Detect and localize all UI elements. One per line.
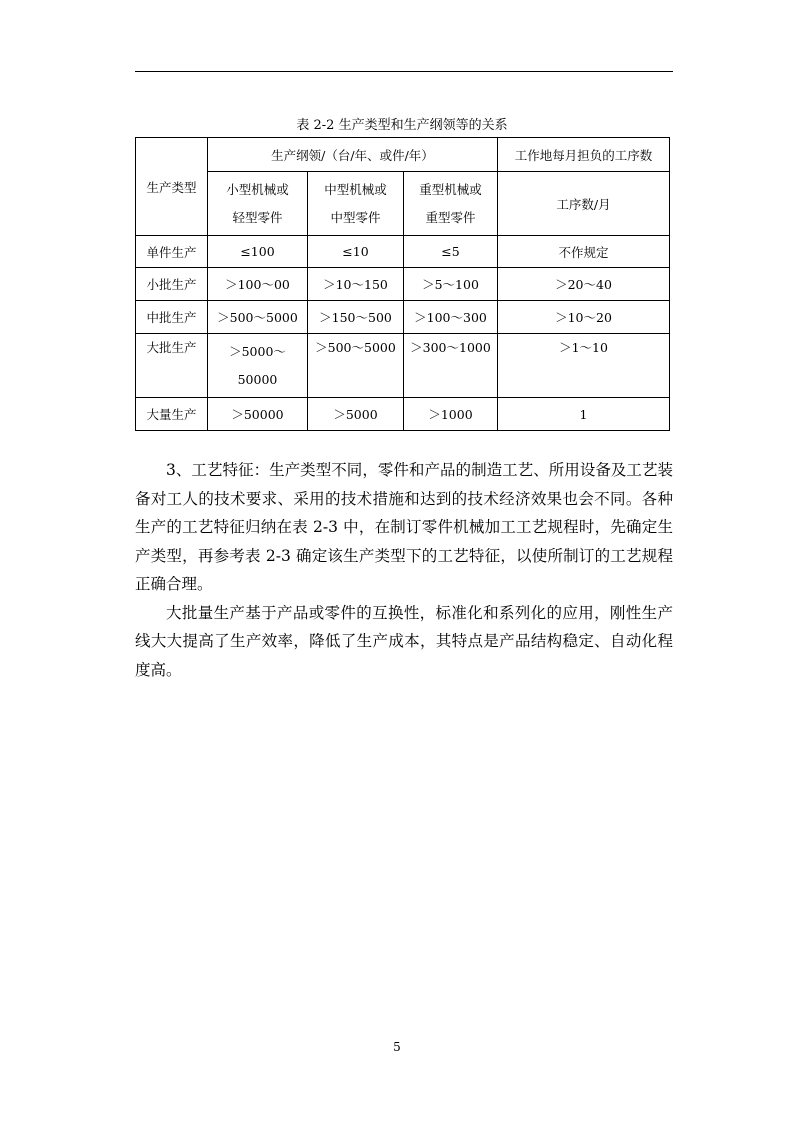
header-heavy-machinery — [404, 172, 498, 236]
cell-monthly: ＞20～40 — [498, 268, 670, 301]
cell-type: 大量生产 — [136, 398, 208, 431]
body-text — [135, 456, 673, 684]
table-header-row — [136, 138, 670, 172]
table-row — [136, 398, 670, 431]
cell-medium: ＞10～150 — [308, 268, 404, 301]
cell-type — [136, 334, 208, 398]
cell-heavy: ≤5 — [404, 236, 498, 268]
cell-type: 单件生产 — [136, 236, 208, 268]
cell-type: 中批生产 — [136, 301, 208, 334]
header-heavy-line2: 重型零件 — [425, 209, 476, 225]
cell-heavy: ＞1000 — [404, 398, 498, 431]
header-medium-machinery — [308, 172, 404, 236]
header-monthly-operations: 工作地每月担负的工序数 — [498, 138, 670, 172]
cell-heavy-text: ＞300～1000 — [410, 340, 491, 355]
table-row — [136, 334, 670, 398]
header-production-type: 生产类型 — [136, 138, 208, 236]
cell-small: ＞50000 — [208, 398, 308, 431]
header-operations-per-month: 工序数/月 — [498, 172, 670, 236]
cell-medium — [308, 334, 404, 398]
header-rule — [135, 71, 673, 72]
production-type-table — [135, 137, 670, 431]
paragraph-process-features: 3、工艺特征：生产类型不同，零件和产品的制造工艺、所用设备及工艺装备对工人的技术要求、采用的技术措施和达到的技术经济效果也会不同。各种生产的工艺特征归纳在表 2-3 中，在制订零件机械加工工艺规程时，先确定生产类型，再参考表 2-3 确定该生产类型下的工艺特征，以使所制订的工艺规程正确合理。 — [135, 461, 673, 593]
table-row — [136, 268, 670, 301]
cell-type: 小批生产 — [136, 268, 208, 301]
header-small-line1: 小型机械或 — [226, 181, 289, 197]
cell-small: ＞100～00 — [208, 268, 308, 301]
cell-monthly — [498, 334, 670, 398]
cell-medium-text: ＞500～5000 — [315, 340, 396, 355]
cell-monthly: 不作规定 — [498, 236, 670, 268]
table-subheader-row — [136, 172, 670, 236]
cell-monthly: 1 — [498, 398, 670, 431]
cell-small — [208, 334, 308, 398]
cell-type-text: 大批生产 — [146, 340, 197, 355]
table-caption: 表 2-2 生产类型和生产纲领等的关系 — [296, 118, 508, 133]
page-number: 5 — [393, 1040, 401, 1054]
cell-monthly: ＞10～20 — [498, 301, 670, 334]
table-row — [136, 301, 670, 334]
table-row — [136, 236, 670, 268]
cell-small: ≤100 — [208, 236, 308, 268]
header-heavy-line1: 重型机械或 — [419, 181, 482, 197]
cell-medium: ＞150～500 — [308, 301, 404, 334]
header-medium-line2: 中型零件 — [330, 209, 381, 225]
cell-medium: ≤10 — [308, 236, 404, 268]
header-small-machinery — [208, 172, 308, 236]
cell-medium: ＞5000 — [308, 398, 404, 431]
cell-heavy — [404, 334, 498, 398]
header-medium-line1: 中型机械或 — [324, 181, 387, 197]
cell-heavy: ＞100～300 — [404, 301, 498, 334]
header-production-outline: 生产纲领/（台/年、或件/年） — [208, 138, 498, 172]
cell-small-line2: 50000 — [237, 371, 278, 387]
cell-small-line1: ＞5000～ — [229, 343, 286, 359]
header-small-line2: 轻型零件 — [232, 209, 283, 225]
paragraph-mass-production: 大批量生产基于产品或零件的互换性，标准化和系列化的应用，刚性生产线大大提高了生产效率，降低了生产成本，其特点是产品结构稳定、自动化程度高。 — [135, 603, 673, 679]
cell-heavy: ＞5～100 — [404, 268, 498, 301]
cell-monthly-text: ＞1～10 — [559, 340, 608, 355]
cell-small: ＞500～5000 — [208, 301, 308, 334]
